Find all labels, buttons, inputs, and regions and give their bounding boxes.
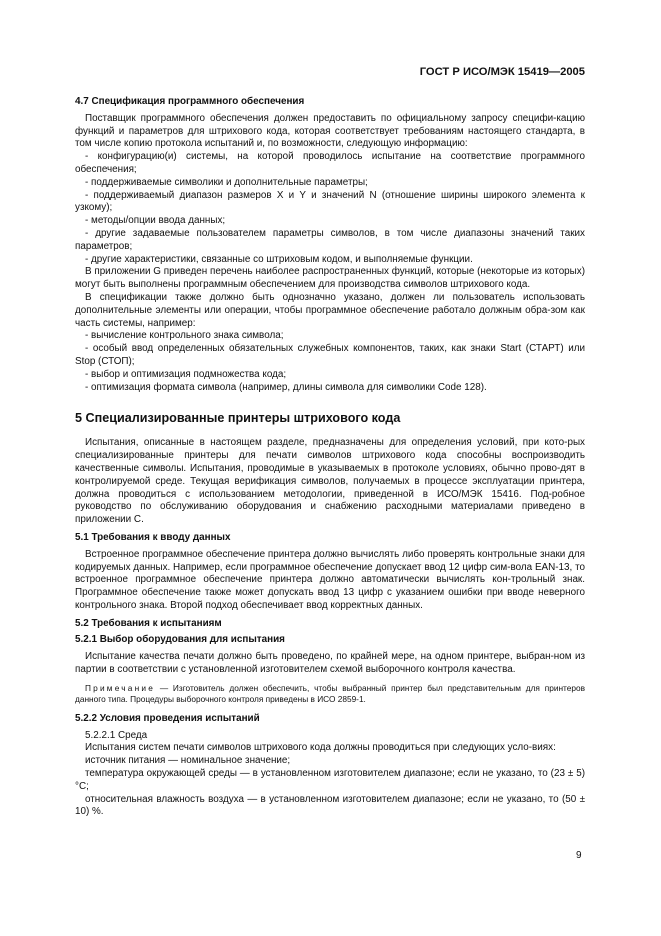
section-5-1-para: Встроенное программное обеспечение принтера должно вычислять либо проверять контрольные знаки для кодируемых данных. Например, если программное обеспечение допускает ввод 12 цифр сим-вола EAN-13, то встроенное программное обеспечение принтера должно автоматически вычислять кон-трольный знак. Программное обеспечение также может допускать ввод 13 цифр с указанием ошибки при вводе неверного контрольного знака. Второй подход обеспечивает ввод корректных данных. xyxy=(75,548,585,611)
section-5-2-2-1-title: 5.2.2.1 Среда xyxy=(85,729,148,741)
list-item: - выбор и оптимизация подмножества кода; xyxy=(85,368,287,380)
section-5-2-1-para: Испытание качества печати должно быть проведено, по крайней мере, на одном принтере, выбран-ном из партии в соответствии с установленной изготовителем схемой выборочного контроля качества. xyxy=(75,651,585,676)
standard-header: ГОСТ Р ИСО/МЭК 15419—2005 xyxy=(419,66,585,78)
section-4-7-para-2: В приложении G приведен перечень наиболее распространенных функций, которые (некоторые из которых) могут быть выполнены программным обеспечением для производства символов штрихового кода. xyxy=(75,266,585,291)
section-5-2-2-title: 5.2.2 Условия проведения испытаний xyxy=(75,712,260,724)
condition-item: источник питания — номинальное значение; xyxy=(85,755,291,767)
list-item: - другие характеристики, связанные со штриховым кодом, и выполняемые функции. xyxy=(85,253,473,265)
condition-item: температура окружающей среды — в установленном изготовителем диапазоне; если не указано, то (23 ± 5) °С; xyxy=(75,768,585,792)
section-5-para: Испытания, описанные в настоящем разделе, предназначены для определения условий, при кото-рых специализированные принтеры для печати символов штрихового кода способны воспроизводить качественные символы. Испытания, проводимые в указываемых в протоколе условиях, обычно прово-дят в контролируемой среде. Текущая верификация символов, получаемых в процессе эксплуатации принтера, должна проводиться с использованием методологии, приведенной в ИСО/МЭК 15416. Под-робное руководство по обслуживанию оборудования и снабжению расходными материалами приведено в приложении С. xyxy=(75,437,585,526)
list-item: - поддерживаемые символики и дополнительные параметры; xyxy=(85,176,368,188)
list-item: - особый ввод определенных обязательных служебных компонентов, таких, как знаки Start (СТАРТ) или Stop (СТОП); xyxy=(75,343,585,367)
section-5-2-1-title: 5.2.1 Выбор оборудования для испытания xyxy=(75,634,285,646)
section-4-7-para-3: В спецификации также должно быть однозначно указано, должен ли пользователь использовать дополнительные элементы или операции, чтобы программное обеспечение работало должным обра-зом как часть системы, например: xyxy=(75,291,585,329)
list-item: - другие задаваемые пользователем параметры символов, в том числе диапазоны значений таких параметров; xyxy=(75,227,585,252)
note-text: — Изготовитель должен обеспечить, чтобы выбранный принтер был представительным для принтеров данного типа. Процедуры выборочного контроля приведены в ИСО 2859-1. xyxy=(75,682,585,704)
list-item: - поддерживаемый диапазон размеров X и Y и значений N (отношение ширины широкого элемента к узкому); xyxy=(75,189,585,214)
section-5-1-title: 5.1 Требования к вводу данных xyxy=(75,531,231,543)
list-item: - методы/опции ввода данных; xyxy=(85,215,226,227)
section-4-7-title: 4.7 Спецификация программного обеспечения xyxy=(75,96,305,107)
condition-item: относительная влажность воздуха — в установленном изготовителем диапазоне; если не указано, то (50 ± 10) %. xyxy=(75,793,585,818)
document-body xyxy=(75,96,585,819)
section-5-title: 5 Специализированные принтеры штрихового кода xyxy=(75,411,401,426)
section-5-2-title: 5.2 Требования к испытаниям xyxy=(75,617,222,629)
list-item: - оптимизация формата символа (например, длины символа для символики Code 128). xyxy=(85,381,487,393)
note-label: Примечание xyxy=(85,682,156,693)
section-4-7-para-1: Поставщик программного обеспечения должен предоставить по официальному запросу специфи-кацию функций и параметров для штрихового кода, которая соответствует требованиям настоящего стандарта, в том числе копию протокола испытаний и, по возможности, следующую информацию: xyxy=(75,112,585,150)
note xyxy=(75,683,585,705)
list-item: - вычисление контрольного знака символа; xyxy=(85,330,284,342)
section-5-2-2-para: Испытания систем печати символов штрихового кода должны проводиться при следующих усло-виях: xyxy=(85,742,556,754)
page-number: 9 xyxy=(576,850,582,861)
list-item: - конфигурацию(и) системы, на которой проводилось испытание на соответствие программного обеспечения; xyxy=(75,151,585,175)
